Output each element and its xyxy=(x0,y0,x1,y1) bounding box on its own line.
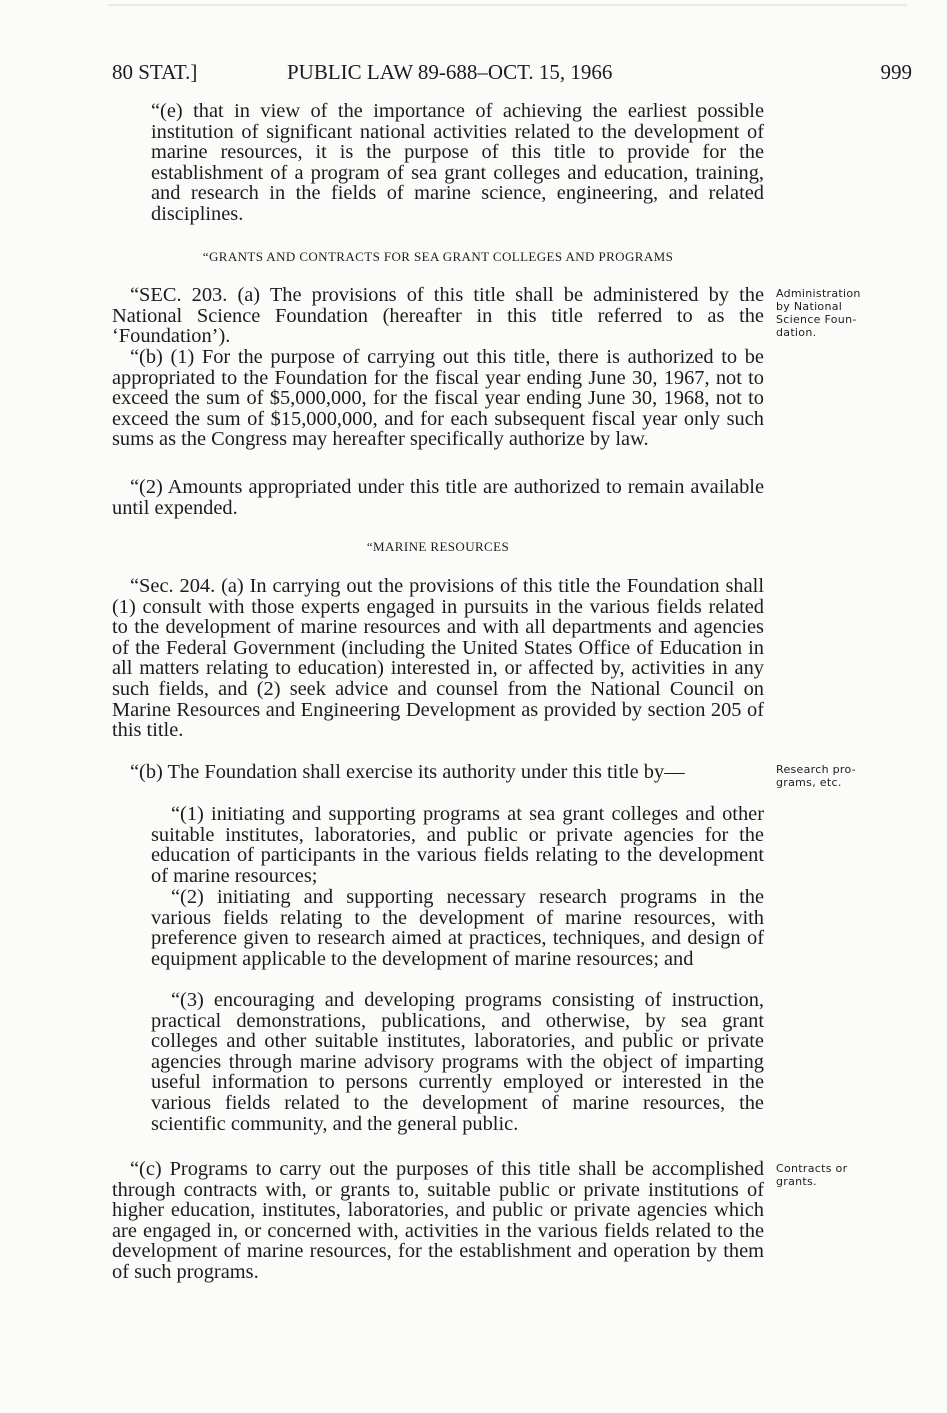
heading-marine-resources: “MARINE RESOURCES xyxy=(366,539,510,554)
law-title: PUBLIC LAW 89-688–OCT. 15, 1966 xyxy=(287,60,613,84)
page-header xyxy=(112,57,912,87)
section-203-b2: “(2) Amounts appropriated under this title are authorized to remain available until expended. xyxy=(112,476,764,519)
section-204-c: “(c) Programs to carry out the purposes of this title shall be accomplished through contracts with, or grants to, suitable public or private institutions of higher education, institutes, laboratories, and public or private agencies which are engaged in, or concerned with, activities in the various fields related to the development of marine resources, for the establishment and operation by them of such programs. xyxy=(112,1158,764,1283)
section-204-b1: “(1) initiating and supporting programs at sea grant colleges and other suitable institutes, laboratories, and public or private agencies for the education of participants in the various fields relating to the development of marine resources; xyxy=(151,803,764,887)
section-204-a: “Sec. 204. (a) In carrying out the provisions of this title the Foundation shall (1) consult with those experts engaged in pursuits in the various fields related to the development of marine resources and with all departments and agencies of the Federal Government (including the United States Office of Education in all matters relating to education) interested in, or affected by, activities in any such fields, and (2) seek advice and counsel from the National Council on Marine Resources and Engineering Development as provided by section 205 of this title. xyxy=(112,575,764,742)
section-204-b3: “(3) encouraging and developing programs consisting of instruction, practical demonstrations, publications, and otherwise, by sea grant colleges and other suitable institutes, laboratories, and public or private agencies through marine advisory programs with the object of imparting useful information to persons currently employed or interested in the various fields related to the development of marine resources, the scientific community, and the general public. xyxy=(151,989,764,1135)
section-204-b: “(b) The Foundation shall exercise its authority under this title by— xyxy=(130,761,685,783)
show-through-line xyxy=(108,4,907,6)
paragraph-e: “(e) that in view of the importance of achieving the earliest possible institution of significant national activities related to the development of marine resources, it is the purpose of this title to provide for the establishment of a program of sea grant colleges and education, training, and research in the fields of marine science, engineering, and related disciplines. xyxy=(151,100,764,225)
section-203-a: “SEC. 203. (a) The provisions of this title shall be administered by the National Science Foundation (hereafter in this title referred to as the ‘Foundation’). xyxy=(112,284,764,348)
section-204-b2: “(2) initiating and supporting necessary research programs in the various fields relating to the development of marine resources, with preference given to research aimed at practices, techniques, and design of equipment applicable to the development of marine resources; and xyxy=(151,886,764,970)
section-203-b1: “(b) (1) For the purpose of carrying out this title, there is authorized to be appropriated to the Foundation for the fiscal year ending June 30, 1967, not to exceed the sum of $5,000,000, for the fiscal year ending June 30, 1968, not to exceed the sum of $15,000,000, and for each subsequent fiscal year only such sums as the Congress may hereafter specifically authorize by law. xyxy=(112,346,764,451)
margin-note-contracts-or-grants: Contracts or grants. xyxy=(776,1162,848,1188)
margin-note-administration: Administration by National Science Foun- dation. xyxy=(776,287,861,339)
statute-volume: 80 STAT.] xyxy=(112,60,198,84)
margin-note-research-programs: Research pro- grams, etc. xyxy=(776,763,857,789)
page-number: 999 xyxy=(880,60,912,84)
heading-grants-and-contracts: “GRANTS AND CONTRACTS FOR SEA GRANT COLLEGES AND PROGRAMS xyxy=(202,249,674,264)
